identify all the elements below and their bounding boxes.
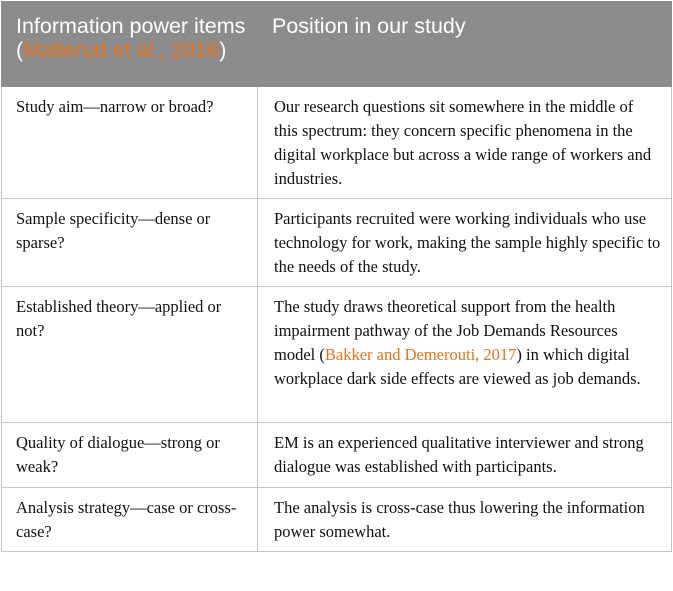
row-position-quality-of-dialogue: EM is an experienced qualitative interviewer and strong dialogue was established with participants. (258, 423, 672, 488)
row-item-established-theory: Established theory—applied or not? (2, 287, 258, 423)
table-header-row (2, 2, 672, 87)
row-item-sample-specificity: Sample specificity—dense or sparse? (2, 199, 258, 287)
row-item-study-aim: Study aim—narrow or broad? (2, 87, 258, 199)
position-text-post: ) in which digital workplace dark side effects are viewed as job demands. (274, 345, 641, 388)
citation-link-bakker[interactable]: Bakker and Demerouti, 2017 (324, 345, 517, 364)
row-position-analysis-strategy: The analysis is cross-case thus lowering the information power somewhat. (258, 488, 672, 552)
table-row (2, 488, 672, 552)
header-position-in-study: Position in our study (258, 2, 672, 87)
table-row (2, 423, 672, 488)
header-information-power-items (2, 2, 258, 87)
row-position-established-theory (258, 287, 672, 423)
position-text-pre: The study draws theoretical support from the health impairment pathway of the Job Demands Resources model ( (274, 297, 618, 364)
header-col1-close: ) (219, 38, 227, 62)
citation-link-malterud[interactable]: Malterud et al., 2016 (23, 38, 220, 62)
header-col1-text: Information power items ( (16, 14, 246, 62)
table-row (2, 87, 672, 199)
table-row (2, 199, 672, 287)
row-position-study-aim: Our research questions sit somewhere in the middle of this spectrum: they concern specific phenomena in the digital workplace but across a wide range of workers and industries. (258, 87, 672, 199)
information-power-table (1, 1, 672, 552)
row-item-analysis-strategy: Analysis strategy—case or cross-case? (2, 488, 258, 552)
row-position-sample-specificity: Participants recruited were working individuals who use technology for work, making the sample highly specific to the needs of the study. (258, 199, 672, 287)
table-row (2, 287, 672, 423)
row-item-quality-of-dialogue: Quality of dialogue—strong or weak? (2, 423, 258, 488)
